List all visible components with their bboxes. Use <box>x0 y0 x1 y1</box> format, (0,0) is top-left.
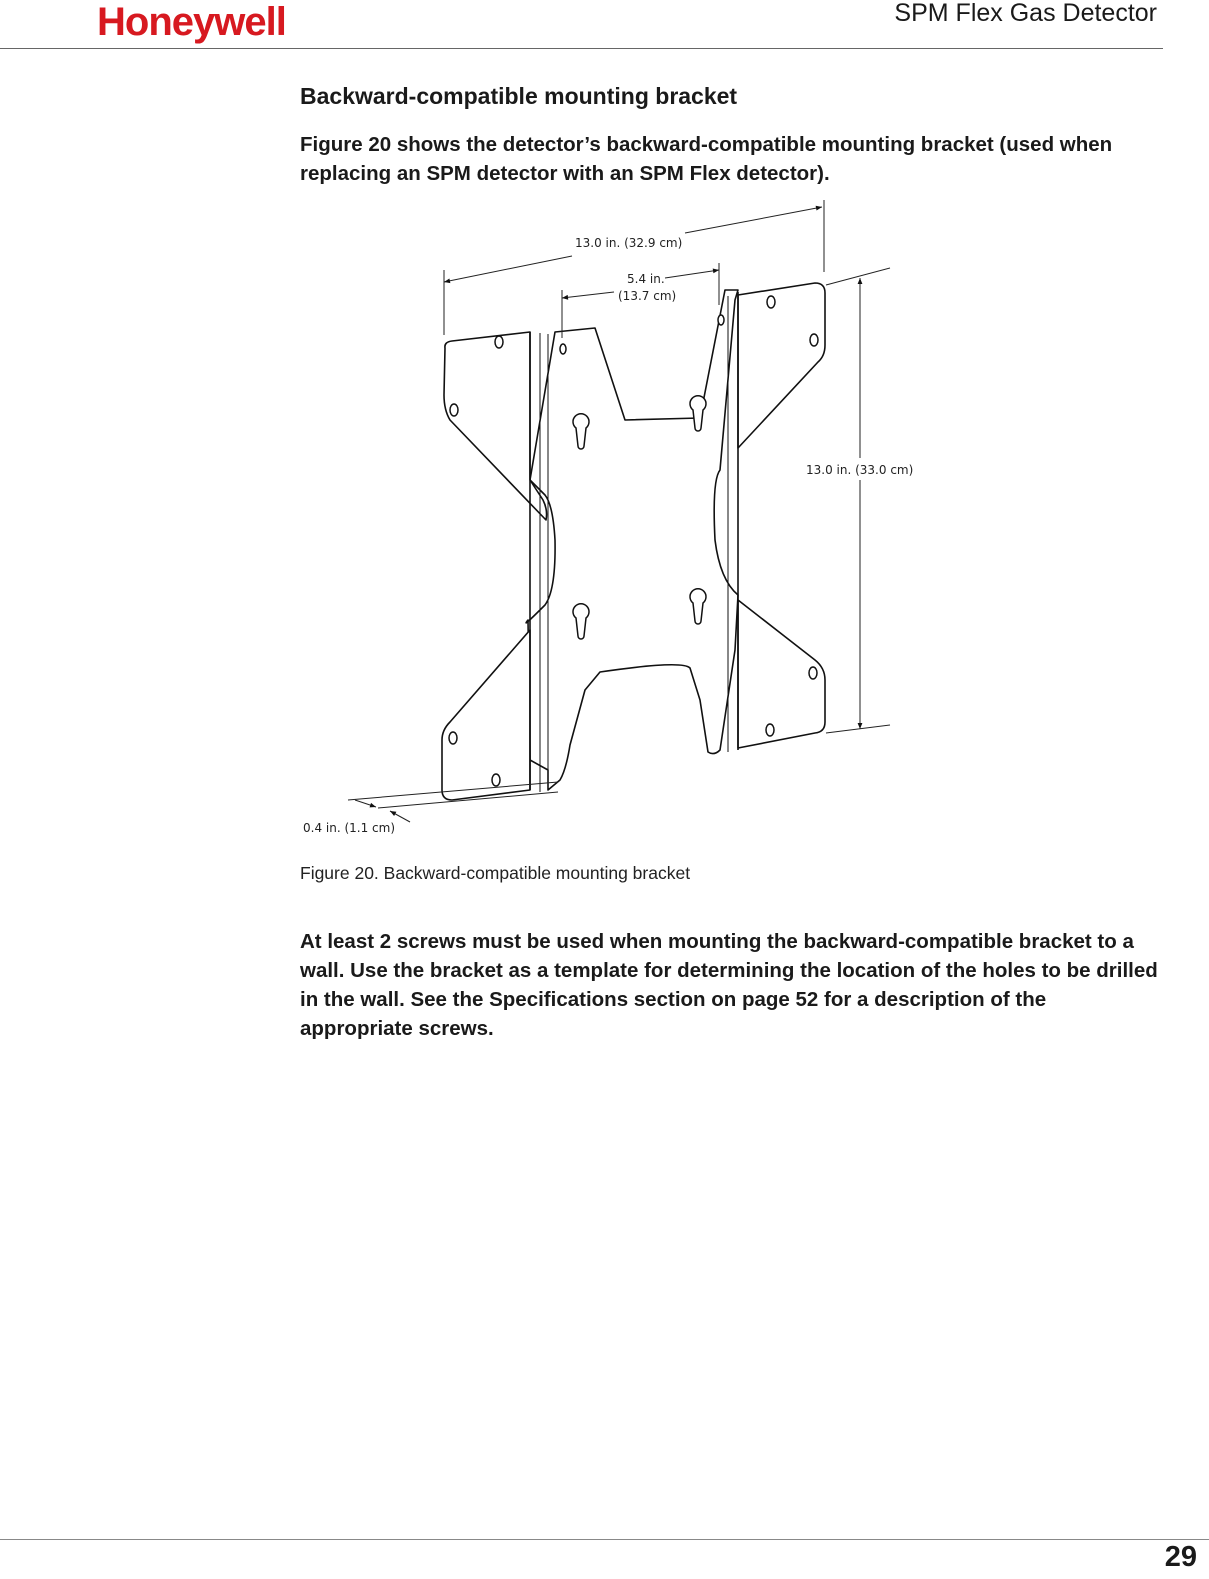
bracket-outline <box>442 283 825 800</box>
dimension-overall-width: 13.0 in. (32.9 cm) <box>575 236 683 250</box>
figure-caption: Figure 20. Backward-compatible mounting bracket <box>300 863 691 883</box>
document-title: SPM Flex Gas Detector <box>894 0 1157 27</box>
page-number: 29 <box>1164 1541 1197 1573</box>
section-heading: Backward-compatible mounting bracket <box>300 83 738 109</box>
intro-paragraph: Figure 20 shows the detector’s backward-compatible mounting bracket (used when replacing an SPM detector with an SPM Flex detector). <box>300 133 1113 185</box>
hole-icon <box>492 774 500 786</box>
dimension-thickness: 0.4 in. (1.1 cm) <box>303 821 396 835</box>
body-paragraph: At least 2 screws must be used when mounting the backward-compatible bracket to a wall. Use the bracket as a template for determining the location of the holes to be drilled in the wall. See the Specifications section on page 52 for a description of the appropriate screws. <box>300 930 1158 1040</box>
honeywell-logo: Honeywell <box>97 0 286 44</box>
footer-divider <box>0 1539 1209 1540</box>
hole-icon <box>718 315 724 325</box>
hole-icon <box>810 334 818 346</box>
dimension-hole-spacing-line1: 5.4 in. <box>627 272 665 286</box>
mounting-bracket-figure <box>290 195 940 845</box>
hole-icon <box>766 724 774 736</box>
hole-icon <box>450 404 458 416</box>
hole-icon <box>495 336 503 348</box>
dimension-hole-spacing-line2: (13.7 cm) <box>618 289 677 303</box>
dimension-overall-height: 13.0 in. (33.0 cm) <box>806 463 914 477</box>
hole-icon <box>809 667 817 679</box>
header-divider <box>0 48 1163 49</box>
hole-icon <box>560 344 566 354</box>
hole-icon <box>449 732 457 744</box>
hole-icon <box>767 296 775 308</box>
